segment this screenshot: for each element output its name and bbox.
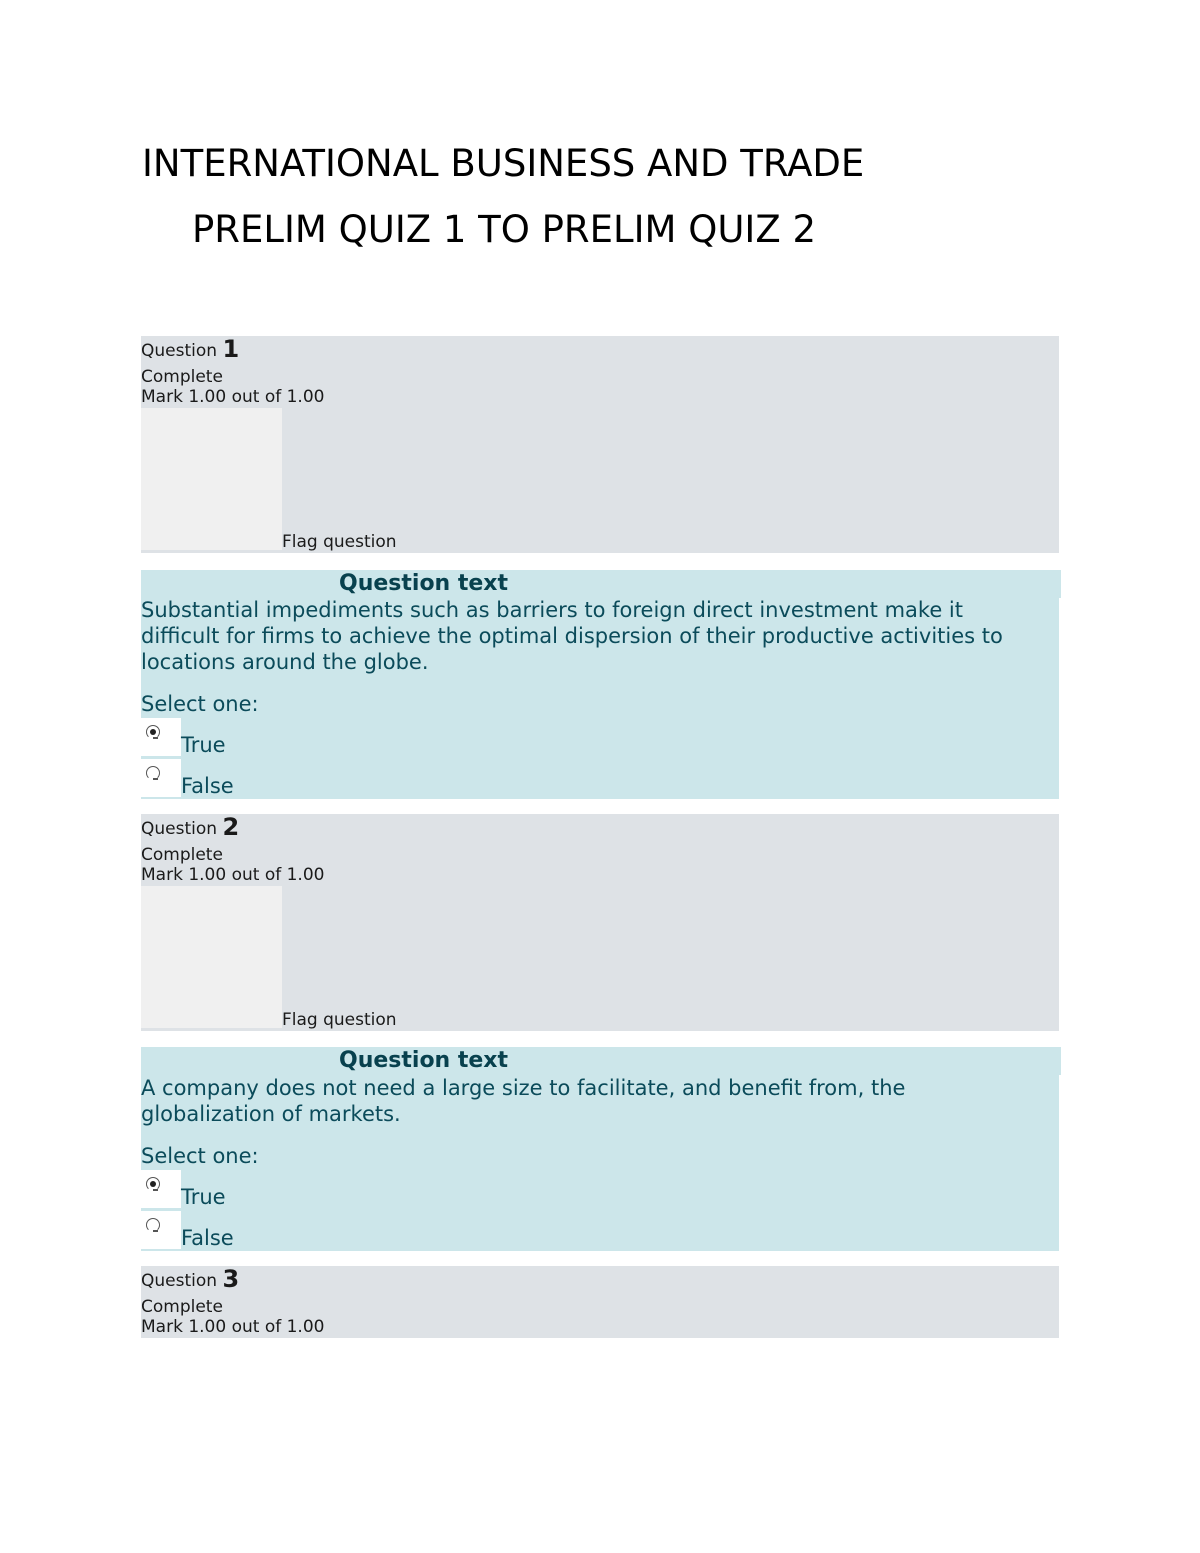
option-true[interactable] (141, 1170, 341, 1210)
question-state: Complete (141, 367, 223, 387)
question-number: 2 (222, 813, 240, 841)
option-false[interactable] (141, 759, 341, 799)
select-one-prompt: Select one: (141, 692, 259, 716)
question-number-label: Question 2 (141, 813, 240, 841)
question-grade: Mark 1.00 out of 1.00 (141, 1317, 325, 1337)
option-label: True (181, 1185, 226, 1209)
radio-tick-icon (153, 778, 158, 780)
question-1-content (141, 570, 1059, 799)
question-text-heading: Question text (339, 1047, 1061, 1075)
question-text-heading: Question text (339, 570, 1061, 598)
flag-question-link[interactable]: Flag question (282, 532, 397, 552)
radio-cell (141, 718, 181, 756)
question-state: Complete (141, 1297, 223, 1317)
question-number: 3 (222, 1265, 240, 1293)
question-state: Complete (141, 845, 223, 865)
option-false[interactable] (141, 1211, 341, 1251)
radio-tick-icon (153, 1189, 158, 1191)
radio-cell (141, 1211, 181, 1249)
flag-question-box[interactable] (141, 408, 282, 550)
question-number-label: Question 1 (141, 335, 240, 363)
question-number-label: Question 3 (141, 1265, 240, 1293)
option-label: False (181, 1226, 234, 1250)
question-text: A company does not need a large size to facilitate, and benefit from, the globalization of markets. (141, 1076, 906, 1126)
document-title: INTERNATIONAL BUSINESS AND TRADE (142, 142, 865, 185)
question-grade: Mark 1.00 out of 1.00 (141, 865, 325, 885)
flag-question-box[interactable] (141, 886, 282, 1028)
option-label: True (181, 733, 226, 757)
option-label: False (181, 774, 234, 798)
question-text: Substantial impediments such as barriers to foreign direct investment make it difficult for firms to achieve the optimal dispersion of their productive activities to locations around the globe. (141, 598, 1003, 674)
option-true[interactable] (141, 718, 341, 758)
radio-cell (141, 759, 181, 797)
radio-tick-icon (153, 737, 158, 739)
document-subtitle: PRELIM QUIZ 1 TO PRELIM QUIZ 2 (192, 208, 816, 251)
select-one-prompt: Select one: (141, 1144, 259, 1168)
flag-question-link[interactable]: Flag question (282, 1010, 397, 1030)
question-1-info (141, 336, 1059, 553)
question-grade: Mark 1.00 out of 1.00 (141, 387, 325, 407)
radio-tick-icon (153, 1230, 158, 1232)
question-3-info (141, 1266, 1059, 1338)
question-2-info (141, 814, 1059, 1031)
question-2-content (141, 1047, 1059, 1251)
question-number: 1 (222, 335, 240, 363)
radio-cell (141, 1170, 181, 1208)
